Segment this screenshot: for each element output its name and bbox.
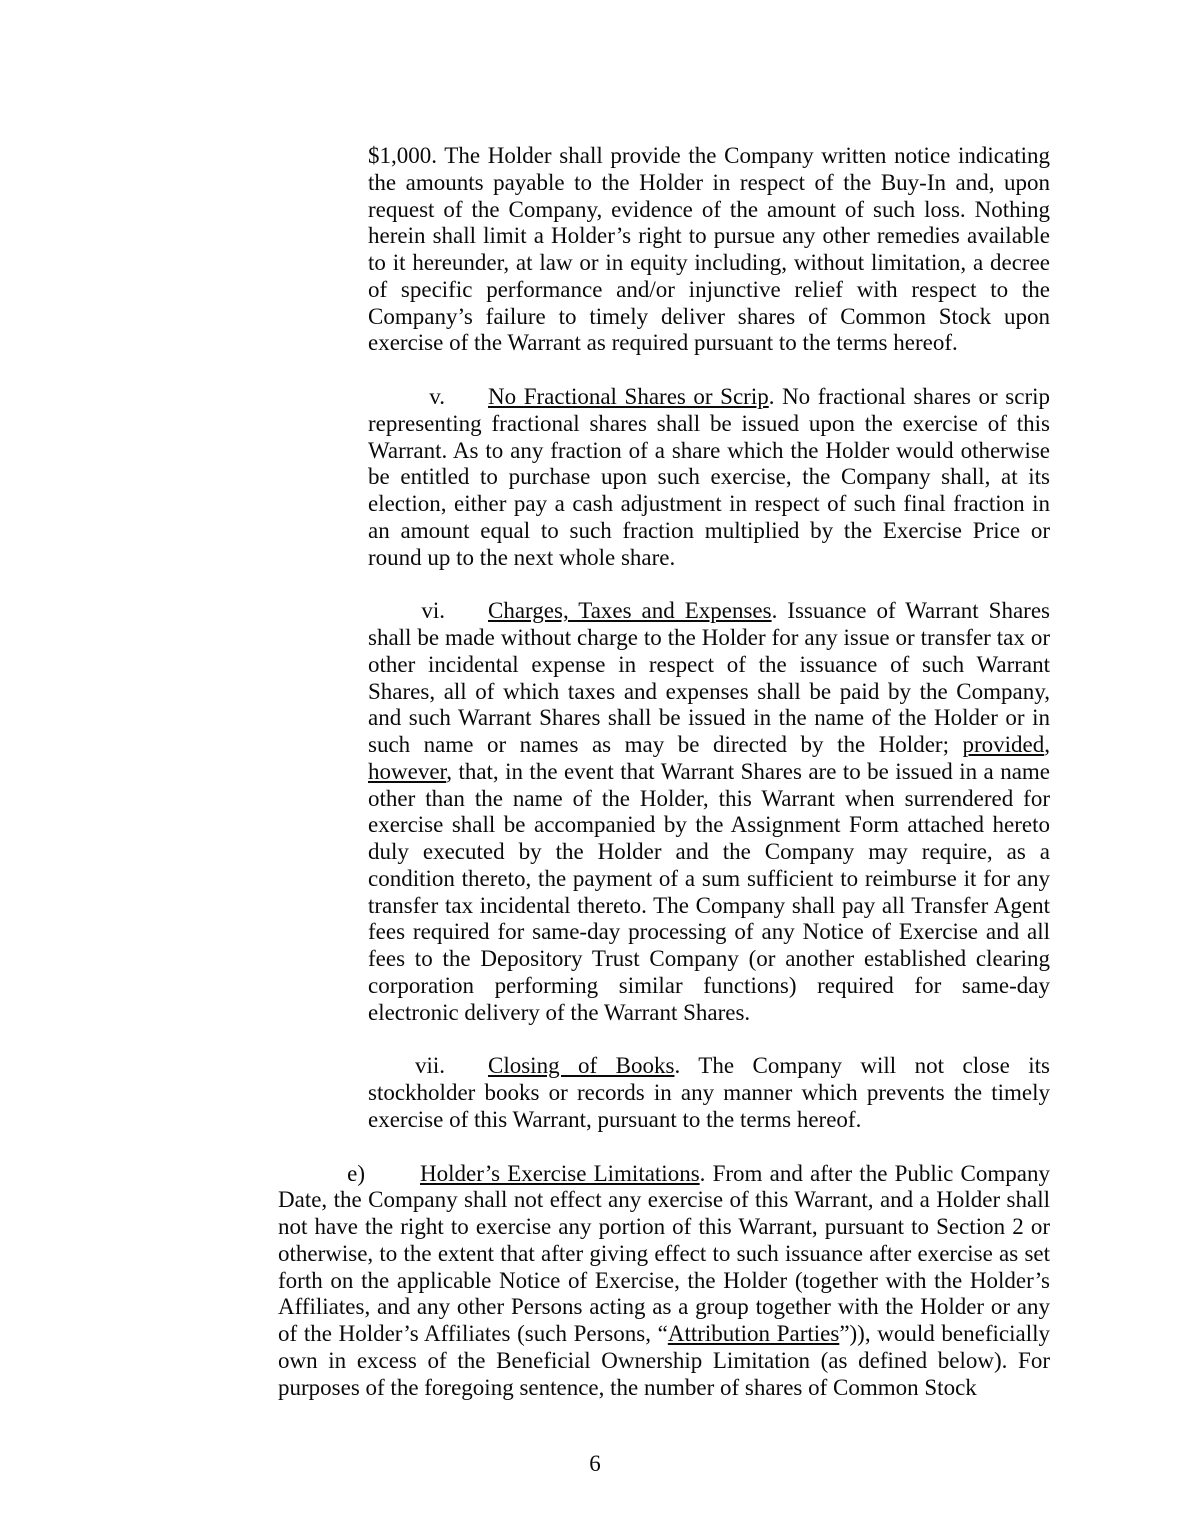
page-body <box>278 143 1050 1428</box>
page-number: 6 <box>589 1451 601 1476</box>
heading-charges-taxes-and-expenses: Charges, Taxes and Expenses <box>488 598 772 624</box>
section-v-no-fractional-shares <box>368 384 1050 571</box>
term-provided: provided <box>962 732 1045 757</box>
heading-no-fractional-shares-or-scrip: No Fractional Shares or Scrip <box>488 384 769 409</box>
section-vii-closing-of-books <box>368 1053 1050 1133</box>
section-e-body-part1: . From and after the Public Company Date, the Company shall not effect any exercise of this Warrant, and a Holder shall not have the right to exercise any portion of this Warrant, pursuant to Section 2 or otherwise, to the extent that after giving effect to such issuance after exercise as set forth on the applicable Notice of Exercise, the Holder (together with the Holder’s Affiliates, and any other Persons acting as a group together with the Holder or any of the Holder’s Affiliates (such Persons, “ <box>278 1160 1050 1346</box>
list-label-vi: vi. <box>421 598 445 624</box>
section-e-body-part2: ”)), would beneficially own in excess of the Beneficial Ownership Limitation (as defined below). For purposes of the foregoing sentence, the number of shares of Common Stock <box>278 1321 1050 1400</box>
section-vii-body: . The Company will not close its stockholder books or records in any manner which prevents the timely exercise of this Warrant, pursuant to the terms hereof. <box>368 1053 1050 1132</box>
paragraph-buyin-remedies-text: $1,000. The Holder shall provide the Company written notice indicating the amounts payable to the Holder in respect of the Buy-In and, upon request of the Company, evidence of the amount of such loss. Nothing herein shall limit a Holder’s right to pursue any other remedies available to it hereunder, at law or in equity including, without limitation, a decree of specific performance and/or injunctive relief with respect to the Company’s failure to timely deliver shares of Common Stock upon exercise of the Warrant as required pursuant to the terms hereof. <box>368 143 1050 356</box>
list-label-e: e) <box>347 1160 365 1186</box>
heading-holders-exercise-limitations: Holder’s Exercise Limitations <box>420 1160 700 1186</box>
section-vi-separator: , <box>1044 732 1050 757</box>
section-vi-charges-taxes-expenses <box>368 598 1050 1026</box>
list-label-v: v. <box>429 384 445 409</box>
list-label-vii: vii. <box>414 1053 445 1079</box>
section-v-body: . No fractional shares or scrip representing fractional shares shall be issued upon the exercise of this Warrant. As to any fraction of a share which the Holder would otherwise be entitled to purchase upon such exercise, the Company shall, at its election, either pay a cash adjustment in respect of such final fraction in an amount equal to such fraction multiplied by the Exercise Price or round up to the next whole share. <box>368 384 1050 570</box>
term-attribution-parties: Attribution Parties <box>667 1321 840 1346</box>
section-e-holders-exercise-limitations <box>278 1161 1050 1402</box>
section-vi-body-part1: . Issuance of Warrant Shares shall be made without charge to the Holder for any issue or transfer tax or other incidental expense in respect of the issuance of such Warrant Shares, all of which taxes and expenses shall be paid by the Company, and such Warrant Shares shall be issued in the name of the Holder or in such name or names as may be directed by the Holder; <box>368 598 1050 757</box>
paragraph-buyin-remedies <box>368 143 1050 357</box>
heading-closing-of-books: Closing of Books <box>488 1053 675 1079</box>
section-vi-body-part2: , that, in the event that Warrant Shares are to be issued in a name other than the name of the Holder, this Warrant when surrendered for exercise shall be accompanied by the Assignment Form attached hereto duly executed by the Holder and the Company may require, as a condition thereto, the payment of a sum sufficient to reimburse it for any transfer tax incidental thereto. The Company shall pay all Transfer Agent fees required for same-day processing of any Notice of Exercise and all fees to the Depository Trust Company (or another established clearing corporation performing similar functions) required for same-day electronic delivery of the Warrant Shares. <box>368 758 1050 1025</box>
term-however: however <box>368 758 447 784</box>
